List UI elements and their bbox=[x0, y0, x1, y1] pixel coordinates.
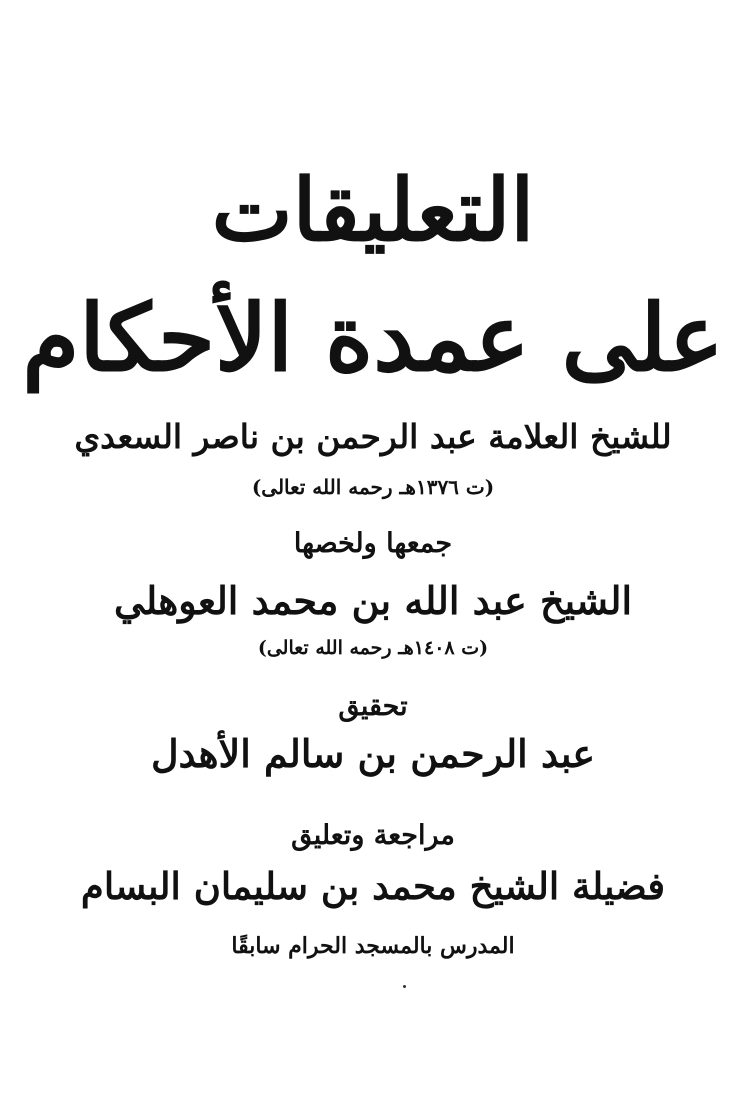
compiler-death-note: (ت ١٤٠٨هـ رحمه الله تعالى) bbox=[257, 637, 489, 659]
compiler-label: جمعها ولخصها bbox=[293, 528, 453, 559]
book-title-main: التعليقات bbox=[211, 160, 535, 261]
compiler-name: الشيخ عبد الله بن محمد العوهلي bbox=[113, 578, 633, 623]
reviewer-label: مراجعة وتعليق bbox=[291, 820, 455, 851]
book-title-sub: على عمدة الأحكام bbox=[22, 284, 724, 392]
reviewer-description: المدرس بالمسجد الحرام سابقًا bbox=[231, 933, 515, 959]
author-line: للشيخ العلامة عبد الرحمن بن ناصر السعدي bbox=[74, 417, 672, 456]
author-death-note: (ت ١٣٧٦هـ رحمه الله تعالى) bbox=[251, 475, 495, 499]
editor-label: تحقيق bbox=[338, 691, 408, 722]
scan-speck bbox=[403, 985, 406, 988]
reviewer-name: فضيلة الشيخ محمد بن سليمان البسام bbox=[80, 864, 666, 908]
editor-name: عبد الرحمن بن سالم الأهدل bbox=[150, 731, 596, 776]
